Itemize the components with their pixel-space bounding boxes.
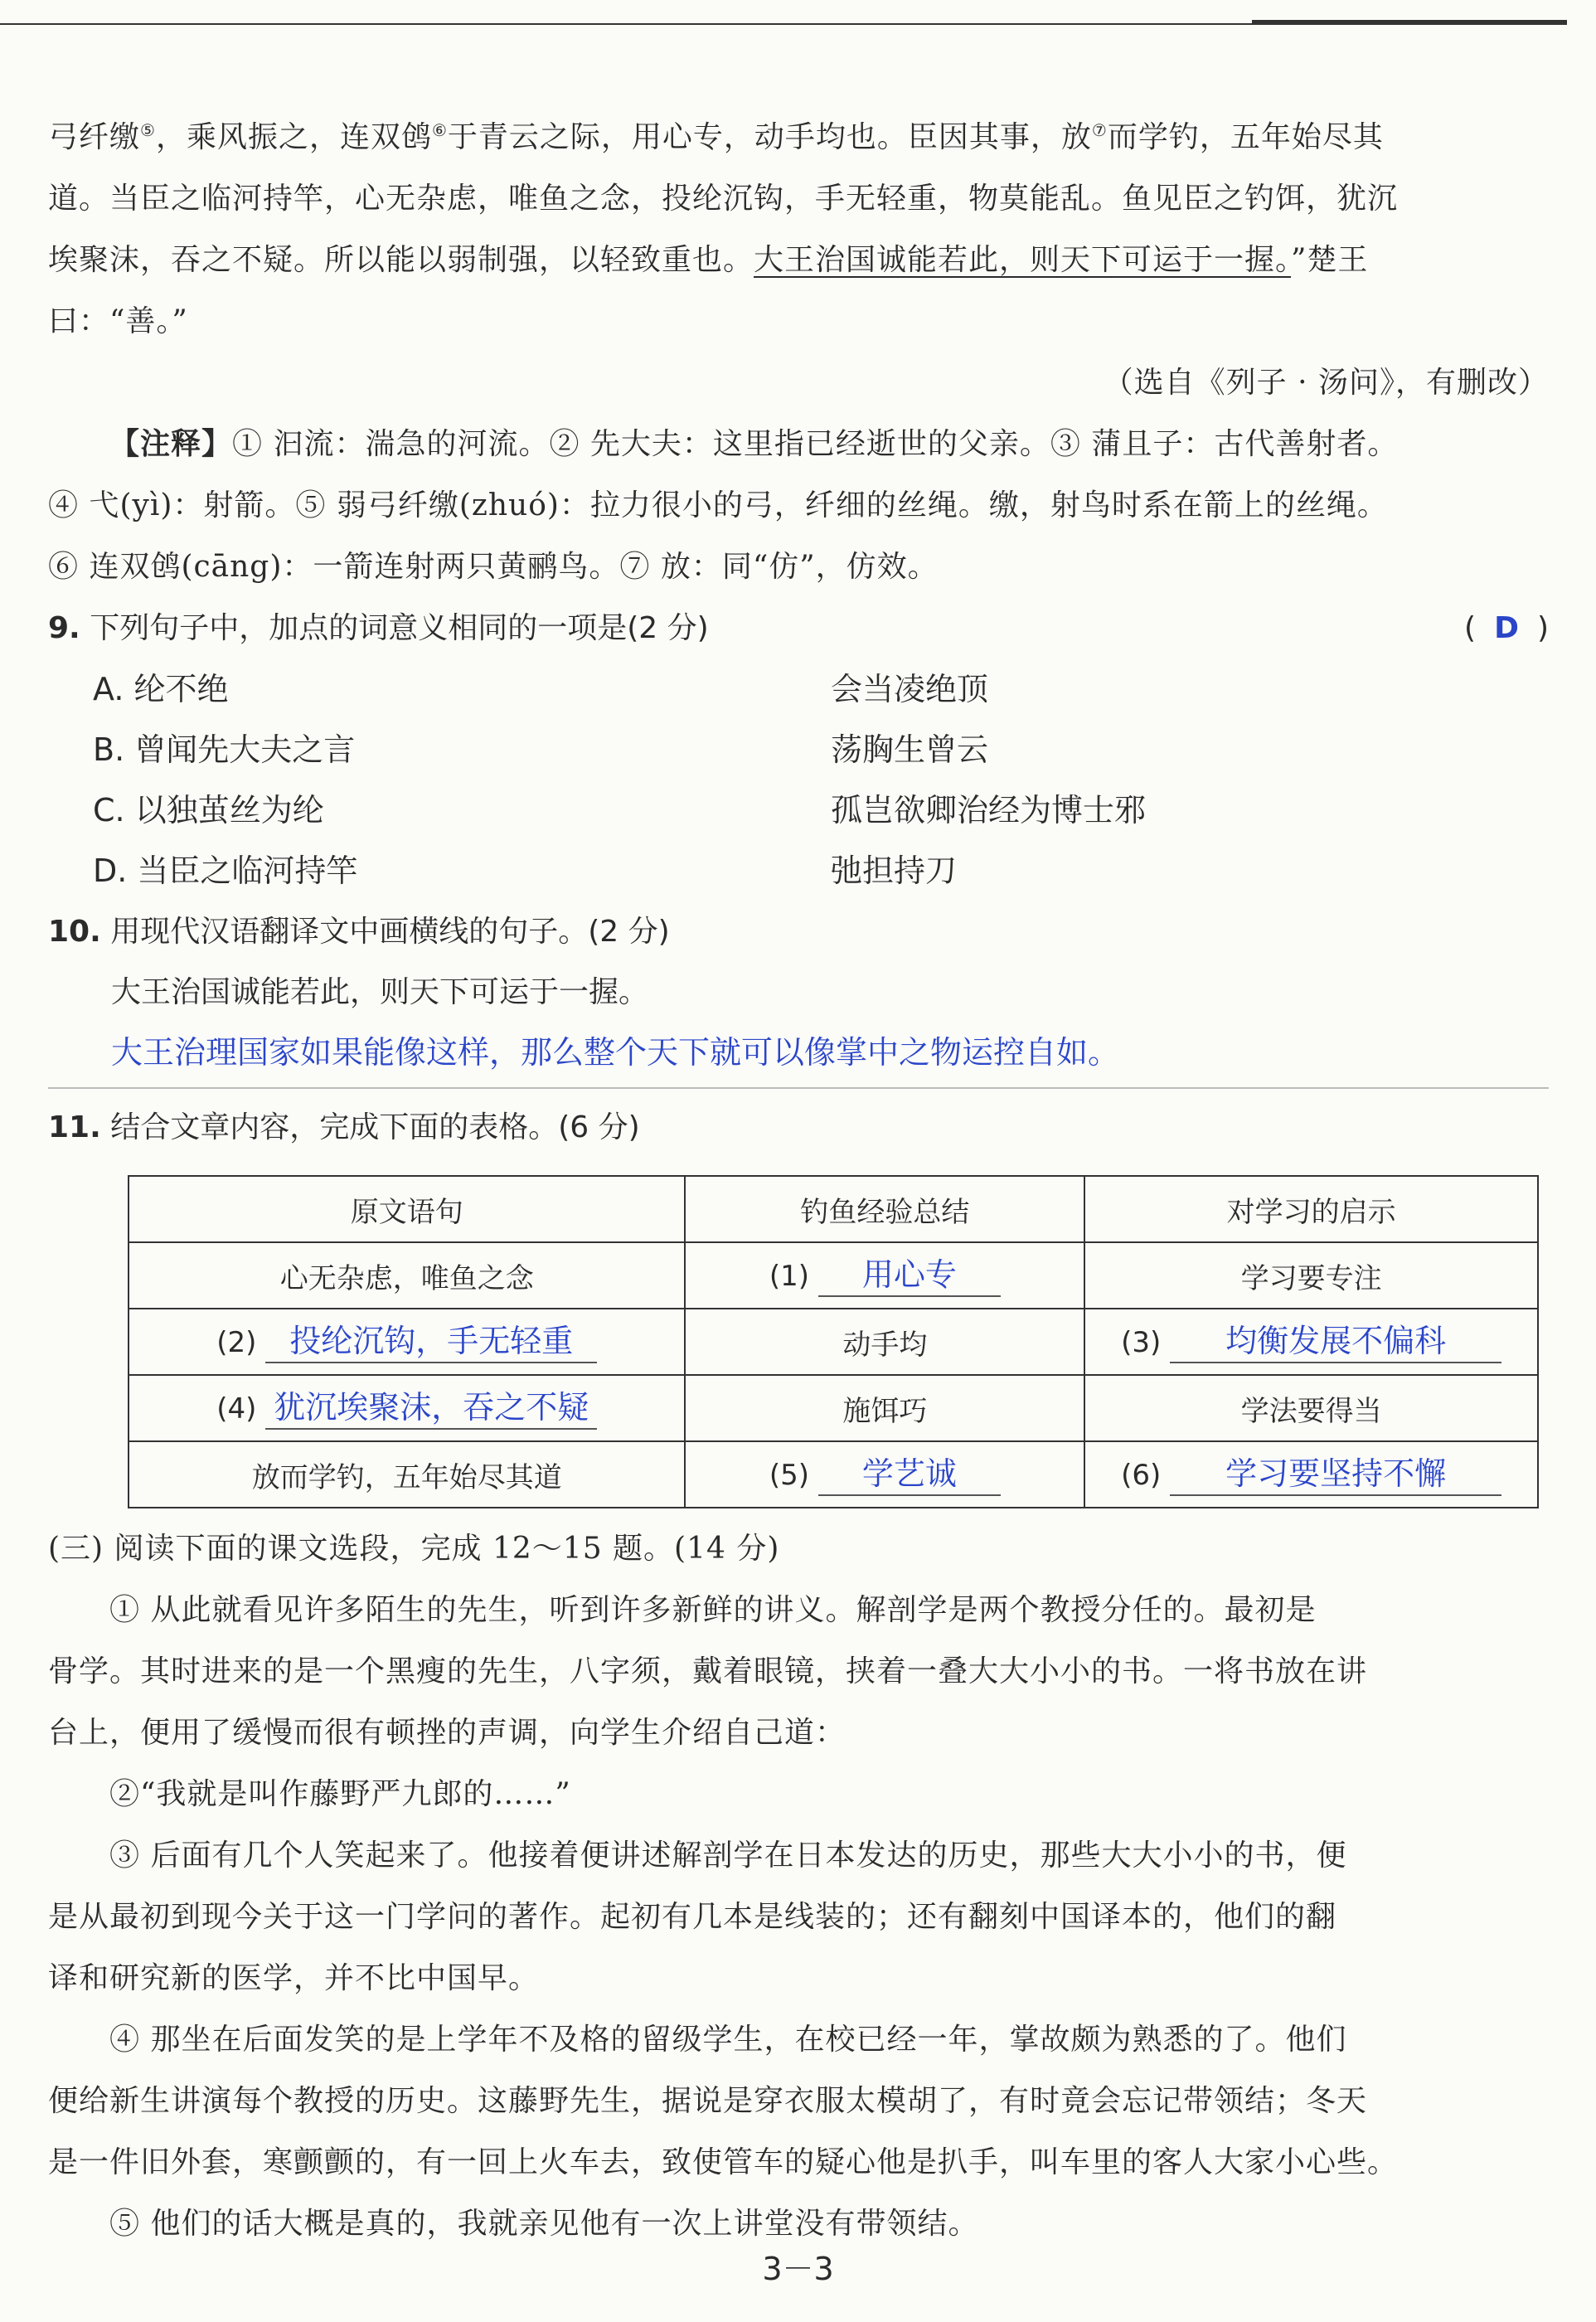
answer-blank[interactable]: 投纶沉钩，手无轻重 [265,1320,597,1363]
question-stem: 用现代汉语翻译文中画横线的句子。(2 分) [110,915,670,949]
reading-line: ②“我就是叫作藤野严九郎的……” [109,1777,571,1811]
option-left: A. 纶不绝 [93,671,229,707]
notes-heading: 【注释】 [109,427,233,461]
answer-blank[interactable]: 均衡发展不偏科 [1170,1320,1501,1363]
document-page [48,100,1549,2255]
answer-choice: D [1494,611,1519,645]
question-number: 10. [48,915,101,949]
reading-line: 是从最初到现今关于这一门学问的著作。起初有几本是线装的；还有翻刻中国译本的，他们的翻 [48,1900,1337,1934]
table-cell: (5) 学艺诚 [685,1441,1084,1508]
answer-bracket: ( D ) [1464,611,1549,645]
table-cell: (6) 学习要坚持不懈 [1084,1441,1538,1508]
answer-blank[interactable]: 用心专 [818,1254,1001,1297]
table-cell: (2) 投纶沉钩，手无轻重 [129,1309,685,1375]
table-cell: 动手均 [685,1309,1084,1375]
table-row [129,1375,1538,1441]
reading-line: 译和研究新的医学，并不比中国早。 [48,1961,540,1995]
table-header: 对学习的启示 [1084,1176,1538,1242]
translation-answer: 大王治理国家如果能像这样，那么整个天下就可以像掌中之物运控自如。 [48,1023,1549,1089]
table-cell: 心无杂虑，唯鱼之念 [129,1242,685,1309]
reading-line: ④ 那坐在后面发笑的是上学年不及格的留级学生，在校已经一年，掌故颇为熟悉的了。他们 [109,2023,1347,2057]
option-right: 孤岂欲卿治经为博士邪 [831,792,1147,828]
table-cell: (3) 均衡发展不偏科 [1084,1309,1538,1375]
reading-line: ⑤ 他们的话大概是真的，我就亲见他有一次上讲堂没有带领结。 [109,2207,979,2241]
table-cell: (1) 用心专 [685,1242,1084,1309]
table-cell: 放而学钓，五年始尽其道 [129,1441,685,1508]
section-heading: (三) 阅读下面的课文选段，完成 12～15 题。(14 分) [48,1532,780,1566]
answer-table [128,1175,1539,1508]
notes-line: ④ 弋(yì)：射箭。⑤ 弱弓纤缴(zhuó)：拉力很小的弓，纤细的丝绳。缴，射鸟时系在箭上的丝绳。 [48,488,1388,522]
answer-blank[interactable]: 学习要坚持不懈 [1170,1453,1501,1496]
option-right: 弛担持刀 [831,853,958,889]
table-row [129,1309,1538,1375]
option-right: 会当凌绝顶 [831,671,989,707]
question-stem: 结合文章内容，完成下面的表格。(6 分) [110,1110,640,1144]
answer-blank[interactable]: 学艺诚 [818,1453,1001,1496]
reading-line: 骨学。其时进来的是一个黑瘦的先生，八字须，戴着眼镜，挟着一叠大大小小的书。一将书放在讲 [48,1654,1368,1688]
reading-line: 是一件旧外套，寒颤颤的，有一回上火车去，致使管车的疑心他是扒手，叫车里的客人大家小心些。 [48,2145,1399,2179]
passage-line: 弓纤缴⑤，乘风振之，连双鸧⑥于青云之际，用心专，动手均也。臣因其事，放⑦而学钓，五年始尽其 [48,120,1384,154]
passage-line: 曰：“善。” [48,304,188,338]
passage-line: 埃聚沫，吞之不疑。所以能以弱制强，以轻致重也。大王治国诚能若此，则天下可运于一握。”楚王 [48,243,1369,277]
reading-line: ① 从此就看见许多陌生的先生，听到许多新鲜的讲义。解剖学是两个教授分任的。最初是 [109,1593,1317,1627]
passage-line: 道。当臣之临河持竿，心无杂虑，唯鱼之念，投纶沉钩，手无轻重，物莫能乱。鱼见臣之钓饵，犹沉 [48,182,1399,216]
table-cell: 学习要专注 [1084,1242,1538,1309]
option-left: B. 曾闻先大夫之言 [93,731,356,768]
question-number: 9. [48,611,80,645]
table-header: 原文语句 [129,1176,685,1242]
option-right: 荡胸生曾云 [831,731,989,768]
notes-line: 【注释】① 汩流：湍急的河流。② 先大夫：这里指已经逝世的父亲。③ 蒲且子：古代善射者。 [109,427,1399,461]
page-number: 3－3 [762,2251,834,2287]
passage-source: （选自《列子 · 汤问》，有删改） [1103,366,1549,400]
reading-line: 便给新生讲演每个教授的历史。这藤野先生，据说是穿衣服太模胡了，有时竟会忘记带领结；冬天 [48,2084,1368,2118]
question-number: 11. [48,1110,101,1144]
question-9 [48,598,1549,659]
table-row [129,1242,1538,1309]
question-stem: 下列句子中，加点的词意义相同的一项是(2 分) [90,611,709,645]
notes-line: ⑥ 连双鸧(cāng)：一箭连射两只黄鹂鸟。⑦ 放：同“仿”，仿效。 [48,550,939,584]
answer-blank[interactable]: 犹沉埃聚沫，吞之不疑 [265,1387,597,1430]
question-10 [48,901,1549,963]
table-header-row [129,1176,1538,1242]
underlined-sentence: 大王治国诚能若此，则天下可运于一握。 [754,243,1292,277]
header-rule-thick [1252,20,1567,25]
option-left: D. 当臣之临河持竿 [93,853,358,889]
question-11 [48,1097,1549,1159]
table-header: 钓鱼经验总结 [685,1176,1084,1242]
table-row [129,1441,1538,1508]
option-left: C. 以独茧丝为纶 [93,792,324,828]
reading-line: 台上，便用了缓慢而很有顿挫的声调，向学生介绍自己道： [48,1716,847,1750]
translation-sentence: 大王治国诚能若此，则天下可运于一握。 [111,975,649,1009]
table-cell: 学法要得当 [1084,1375,1538,1441]
table-cell: 施饵巧 [685,1375,1084,1441]
table-cell: (4) 犹沉埃聚沫，吞之不疑 [129,1375,685,1441]
reading-line: ③ 后面有几个人笑起来了。他接着便讲述解剖学在日本发达的历史，那些大大小小的书，便 [109,1839,1347,1873]
options-grid [48,659,1549,901]
